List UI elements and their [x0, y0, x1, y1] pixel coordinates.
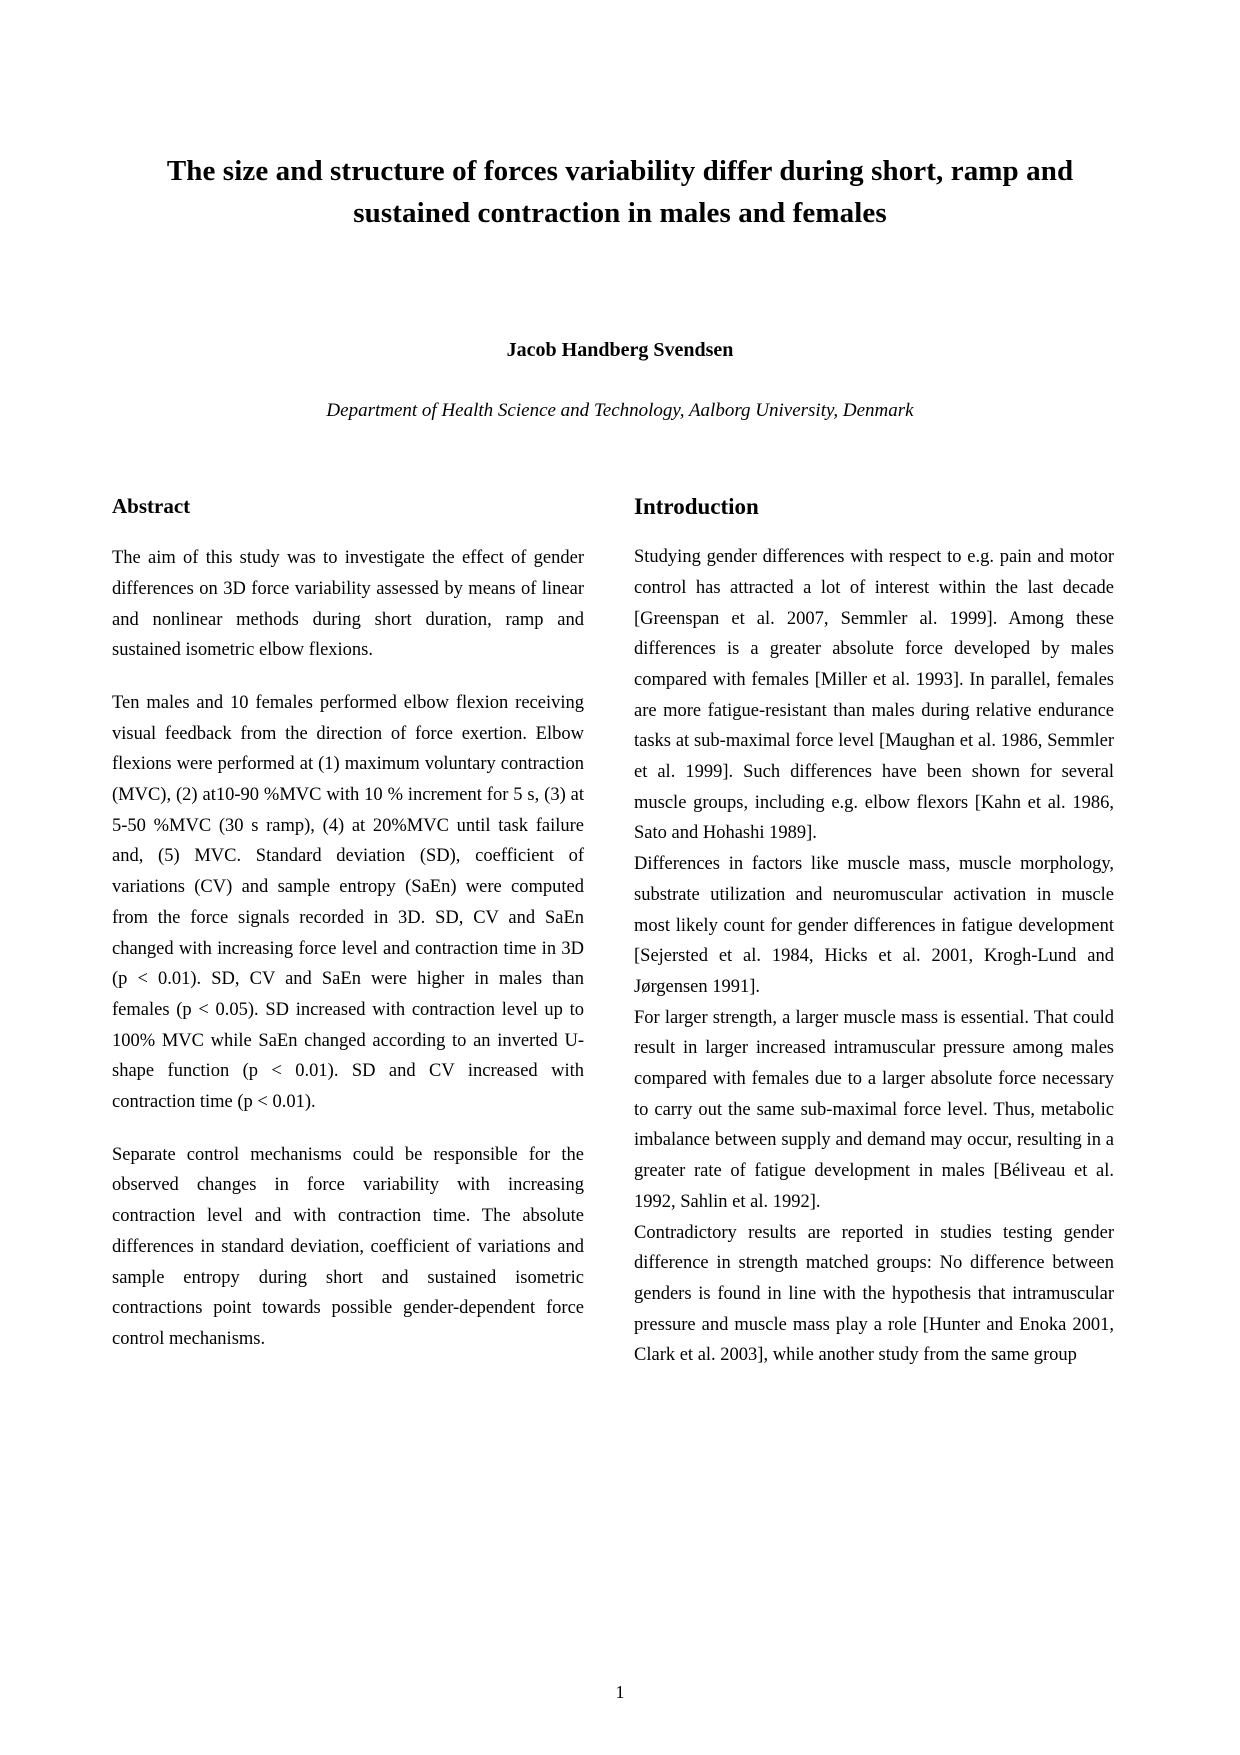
- abstract-heading: Abstract: [112, 494, 191, 519]
- abstract-paragraph-2: Ten males and 10 females performed elbow flexion receiving visual feedback from the direction of force exertion. Elbow flexions were performed at (1) maximum voluntary contraction (MVC), (2) at10-90 %MVC with 10 % increment for 5 s, (3) at 5-50 %MVC (30 s ramp), (4) at 20%MVC until task failure and, (5) MVC. Standard deviation (SD), coefficient of variations (CV) and sample entropy (SaEn) were computed from the force signals recorded in 3D. SD, CV and SaEn changed with increasing force level and contraction time in 3D (p < 0.01). SD, CV and SaEn were higher in males than females (p < 0.05). SD increased with contraction level up to 100% MVC while SaEn changed according to an inverted U-shape function (p < 0.01). SD and CV increased with contraction time (p < 0.01).: [112, 692, 584, 1113]
- two-column-body: [112, 494, 1128, 1371]
- introduction-paragraph-2: Differences in factors like muscle mass, muscle morphology, substrate utilization and neuromuscular activation in muscle most likely count for gender differences in fatigue development [Sejersted et al. 1984, Hicks et al. 2001, Krogh-Lund and Jørgensen 1991].: [634, 854, 1114, 997]
- abstract-column: [112, 494, 584, 1371]
- abstract-paragraph-1: The aim of this study was to investigate the effect of gender differences on 3D force variability assessed by means of linear and nonlinear methods during short duration, ramp and sustained isometric elbow flexions.: [112, 548, 584, 661]
- introduction-paragraph-1: Studying gender differences with respect to e.g. pain and motor control has attracted a lot of interest within the last decade [Greenspan et al. 2007, Semmler al. 1999]. Among these differences is a greater absolute force developed by males compared with females [Miller et al. 1993]. In parallel, females are more fatigue-resistant than males during relative endurance tasks at sub-maximal force level [Maughan et al. 1986, Semmler et al. 1999]. Such differences have been shown for several muscle groups, including e.g. elbow flexors [Kahn et al. 1986, Sato and Hohashi 1989].: [634, 547, 1114, 844]
- introduction-heading: Introduction: [634, 494, 759, 520]
- introduction-paragraph-4: Contradictory results are reported in studies testing gender difference in strength matched groups: No difference between genders is found in line with the hypothesis that intramuscular pressure and muscle mass play a role [Hunter and Enoka 2001, Clark et al. 2003], while another study from the same group: [634, 1222, 1114, 1366]
- author-name: Jacob Handberg Svendsen: [506, 339, 734, 362]
- author-affiliation: Department of Health Science and Technology, Aalborg University, Denmark: [326, 400, 914, 422]
- page-number: 1: [615, 1682, 625, 1702]
- page-title: The size and structure of forces variability differ during short, ramp and sustained contraction in males and females: [166, 155, 1074, 230]
- abstract-paragraph-3: Separate control mechanisms could be responsible for the observed changes in force variability with increasing contraction level and with contraction time. The absolute differences in standard deviation, coefficient of variations and sample entropy during short and sustained isometric contractions point towards possible gender-dependent force control mechanisms.: [112, 1144, 584, 1349]
- introduction-paragraph-3: For larger strength, a larger muscle mass is essential. That could result in larger increased intramuscular pressure among males compared with females due to a larger absolute force necessary to carry out the same sub-maximal force level. Thus, metabolic imbalance between supply and demand may occur, resulting in a greater rate of fatigue development in males [Béliveau et al. 1992, Sahlin et al. 1992].: [634, 1007, 1114, 1212]
- introduction-column: [634, 494, 1114, 1371]
